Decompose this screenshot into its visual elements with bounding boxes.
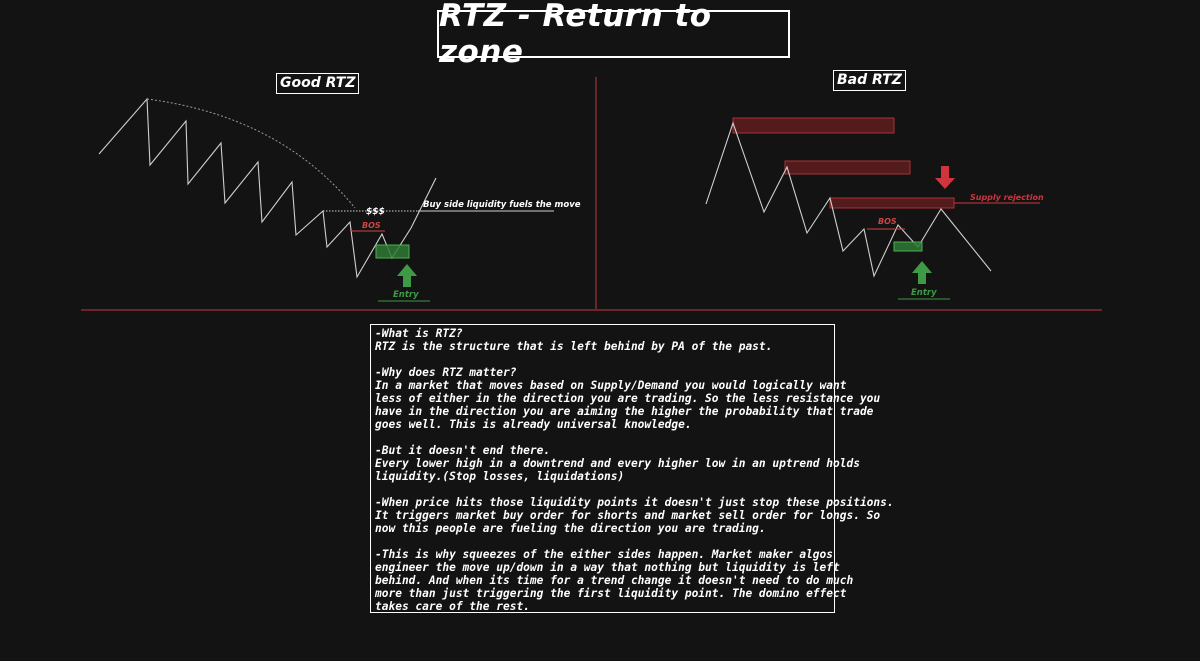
- paragraph-heading: -Why does RTZ matter?: [375, 366, 517, 379]
- paragraph-line: more than just triggering the first liquidity point. The domino effect: [375, 587, 847, 600]
- paragraph-line: Every lower high in a downtrend and every higher low in an uptrend holds: [375, 457, 860, 470]
- paragraph-line: It triggers market buy order for shorts and market sell order for longs. So: [375, 509, 881, 522]
- good-bos-label: BOS: [362, 221, 381, 230]
- bad-supply-zone-1: [733, 118, 894, 133]
- paragraph-line: behind. And when its time for a trend change it doesn't need to do much: [375, 574, 854, 587]
- explanation-paragraph: [375, 548, 854, 613]
- explanation-paragraph: [375, 496, 894, 535]
- explanation-paragraph: [375, 444, 860, 483]
- good-liquidity-arc: [147, 99, 355, 208]
- good-liquidity-label: Buy side liquidity fuels the move: [423, 200, 581, 210]
- good-entry-arrow: [397, 264, 417, 287]
- bad-supply-zone-2: [785, 161, 910, 174]
- bad-entry-label: Entry: [911, 288, 937, 298]
- bad-demand-zone: [894, 242, 922, 251]
- bad-supply-arrow: [935, 166, 955, 189]
- explanation-textbox: [370, 324, 894, 613]
- good-entry-label: Entry: [393, 290, 419, 300]
- bad-supply-label: Supply rejection: [970, 193, 1044, 202]
- good-rtz-diagram: [99, 99, 581, 301]
- explanation-paragraph: [375, 366, 881, 431]
- paragraph-line: have in the direction you are aiming the higher the probability that trade: [375, 405, 874, 418]
- bad-entry-arrow: [912, 261, 932, 284]
- good-rtz-label: Good RTZ: [276, 73, 359, 94]
- bad-supply-zone-3: [830, 198, 954, 208]
- paragraph-heading: -When price hits those liquidity points it doesn't just stop these positions.: [375, 496, 894, 509]
- bad-rtz-label: Bad RTZ: [833, 70, 906, 91]
- paragraph-line: less of either in the direction you are trading. So the less resistance you: [375, 392, 881, 405]
- paragraph-heading: -This is why squeezes of the either sides happen. Market maker algos: [375, 548, 834, 561]
- paragraph-line: goes well. This is already universal knowledge.: [375, 418, 692, 431]
- page-title: RTZ - Return to zone: [437, 10, 790, 58]
- bad-rtz-diagram: [706, 118, 1044, 299]
- good-dollar-label: $$$: [366, 207, 385, 217]
- explanation-paragraph: [375, 327, 830, 353]
- paragraph-heading: -But it doesn't end there.: [375, 444, 551, 457]
- paragraph-line: In a market that moves based on Supply/Demand you would logically want: [375, 379, 847, 392]
- paragraph-line: now this people are fueling the direction you are trading.: [375, 522, 766, 535]
- bad-bos-label: BOS: [878, 217, 897, 226]
- paragraph-line: engineer the move up/down in a way that nothing but liquidity is left: [375, 561, 840, 574]
- paragraph-heading: -What is RTZ?: [375, 327, 463, 340]
- good-demand-zone: [376, 245, 409, 258]
- paragraph-line: liquidity.(Stop losses, liquidations): [375, 470, 625, 483]
- paragraph-line: RTZ is the structure that is left behind by PA of the past.: [375, 340, 773, 353]
- paragraph-line: takes care of the rest.: [375, 600, 530, 613]
